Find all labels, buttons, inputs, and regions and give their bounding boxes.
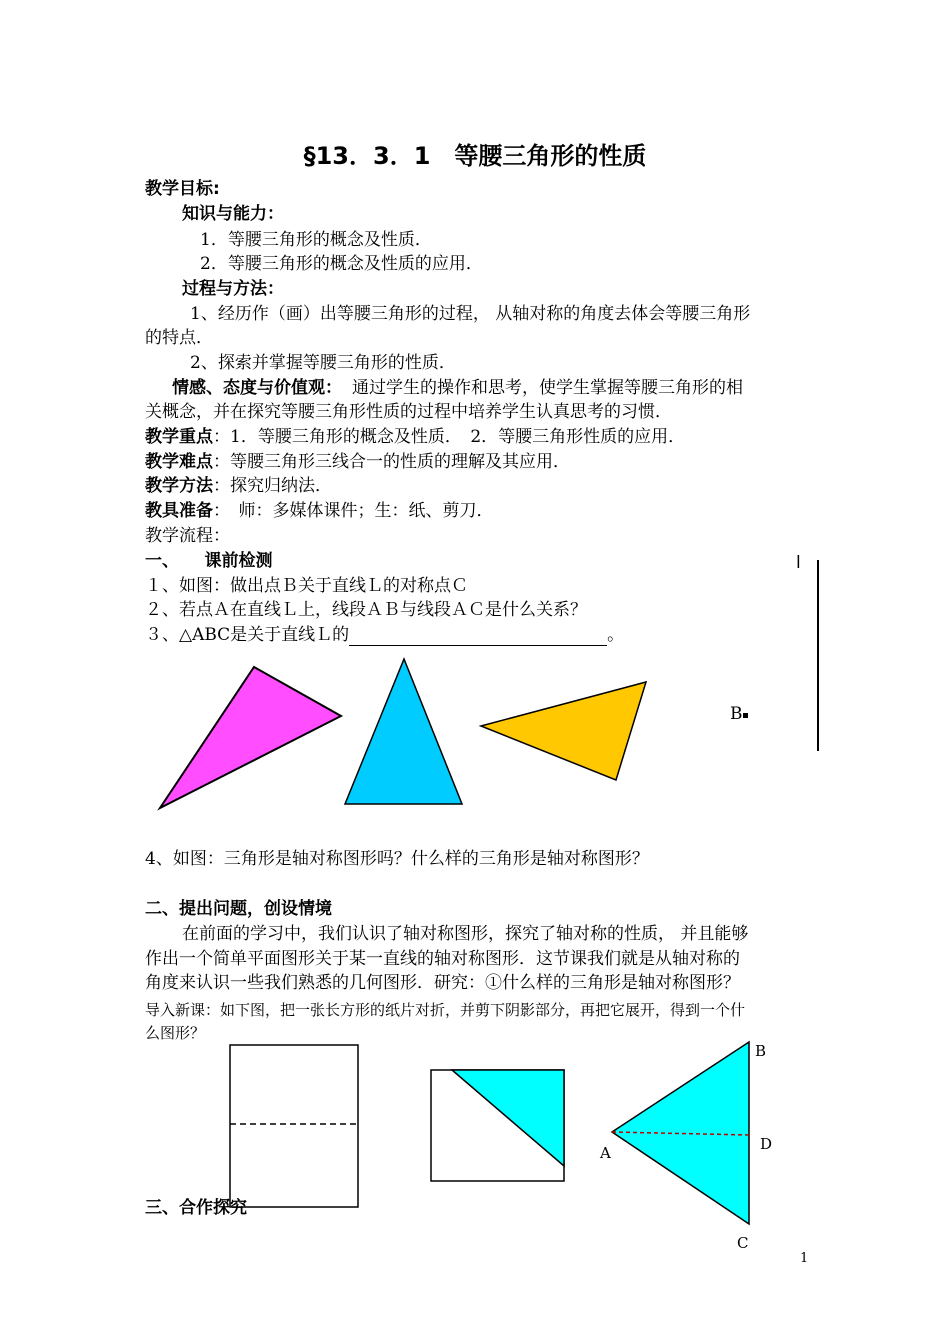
section2-line1: 在前面的学习中，我们认识了轴对称图形，探究了轴对称的性质， 并且能够	[182, 924, 749, 944]
vertex-label-d: D	[760, 1135, 773, 1153]
section1-heading: 一、 课前检测	[145, 551, 273, 571]
process-item-1-line1: 1、经历作（画）出等腰三角形的过程， 从轴对称的角度去体会等腰三角形	[190, 304, 751, 324]
cyan-isosceles-triangle	[345, 659, 462, 804]
gold-triangle	[481, 682, 646, 780]
method-text: ：探究归纳法．	[213, 476, 332, 496]
point-b-dot	[743, 713, 748, 718]
section2-line5: 么图形？	[145, 1024, 206, 1042]
paper-rectangle	[230, 1045, 358, 1207]
method-label: 教学方法	[145, 476, 213, 496]
difficulty-text: ：等腰三角形三线合一的性质的理解及其应用．	[213, 452, 570, 472]
section2-line3: 角度来认识一些我们熟悉的几何图形．研究：①什么样的三角形是轴对称图形？	[145, 973, 740, 993]
process-item-1-line2: 的特点．	[145, 328, 213, 348]
attitude-text-1: 通过学生的操作和思考，使学生掌握等腰三角形的相	[352, 378, 743, 398]
attitude-heading: 情感、态度与价值观：	[172, 378, 342, 398]
section1-q4: 4、如图：三角形是轴对称图形吗？什么样的三角形是轴对称图形？	[145, 849, 649, 869]
attitude-line2: 关概念，并在探究等腰三角形性质的过程中培养学生认真思考的习惯．	[145, 402, 672, 422]
q3-suffix: 。	[607, 625, 625, 645]
section2-heading: 二、提出问题，创设情境	[145, 899, 332, 919]
knowledge-item-1: 1．等腰三角形的概念及性质．	[200, 230, 432, 250]
page-title: §13．3．1 等腰三角形的性质	[303, 142, 647, 170]
objectives-heading: 教学目标:	[145, 179, 220, 199]
section2-line4: 导入新课：如下图，把一张长方形的纸片对折，并剪下阴影部分，再把它展开，得到一个什	[145, 1001, 746, 1019]
knowledge-heading: 知识与能力：	[182, 204, 284, 224]
vertex-label-a: A	[600, 1144, 611, 1162]
section2-line2: 作出一个简单平面图形关于某一直线的轴对称图形．这节课我们就是从轴对称的	[145, 949, 740, 969]
section3-heading: 三、合作探究	[145, 1198, 247, 1218]
vertex-label-b: B	[755, 1042, 767, 1060]
difficulty-label: 教学难点	[145, 452, 213, 472]
section1-q2: ２、若点Ａ在直线Ｌ上，线段ＡＢ与线段ＡＣ是什么关系？	[145, 600, 587, 620]
knowledge-item-2: 2．等腰三角形的概念及性质的应用．	[200, 254, 483, 274]
magenta-triangle	[160, 667, 341, 808]
vertex-label-c: C	[737, 1234, 749, 1252]
page-number: 1	[800, 1251, 809, 1266]
tools-label: 教具准备	[145, 501, 213, 521]
process-item-2: 2、探索并掌握等腰三角形的性质．	[190, 353, 456, 373]
flow-heading: 教学流程：	[145, 526, 230, 546]
section1-q1: １、如图：做出点Ｂ关于直线Ｌ的对称点Ｃ	[145, 576, 468, 596]
point-b-label: B	[730, 704, 743, 724]
tools-text: ： 师：多媒体课件；生：纸、剪刀．	[213, 501, 494, 521]
key-points-label: 教学重点	[145, 427, 213, 447]
q3-prefix: ３、△ABC是关于直线Ｌ的	[145, 625, 350, 645]
process-heading: 过程与方法：	[182, 279, 284, 299]
line-l-label: l	[796, 553, 801, 573]
key-points-text: ：1．等腰三角形的概念及性质． 2．等腰三角形性质的应用．	[213, 427, 686, 447]
unfolded-isosceles-triangle	[612, 1042, 749, 1224]
